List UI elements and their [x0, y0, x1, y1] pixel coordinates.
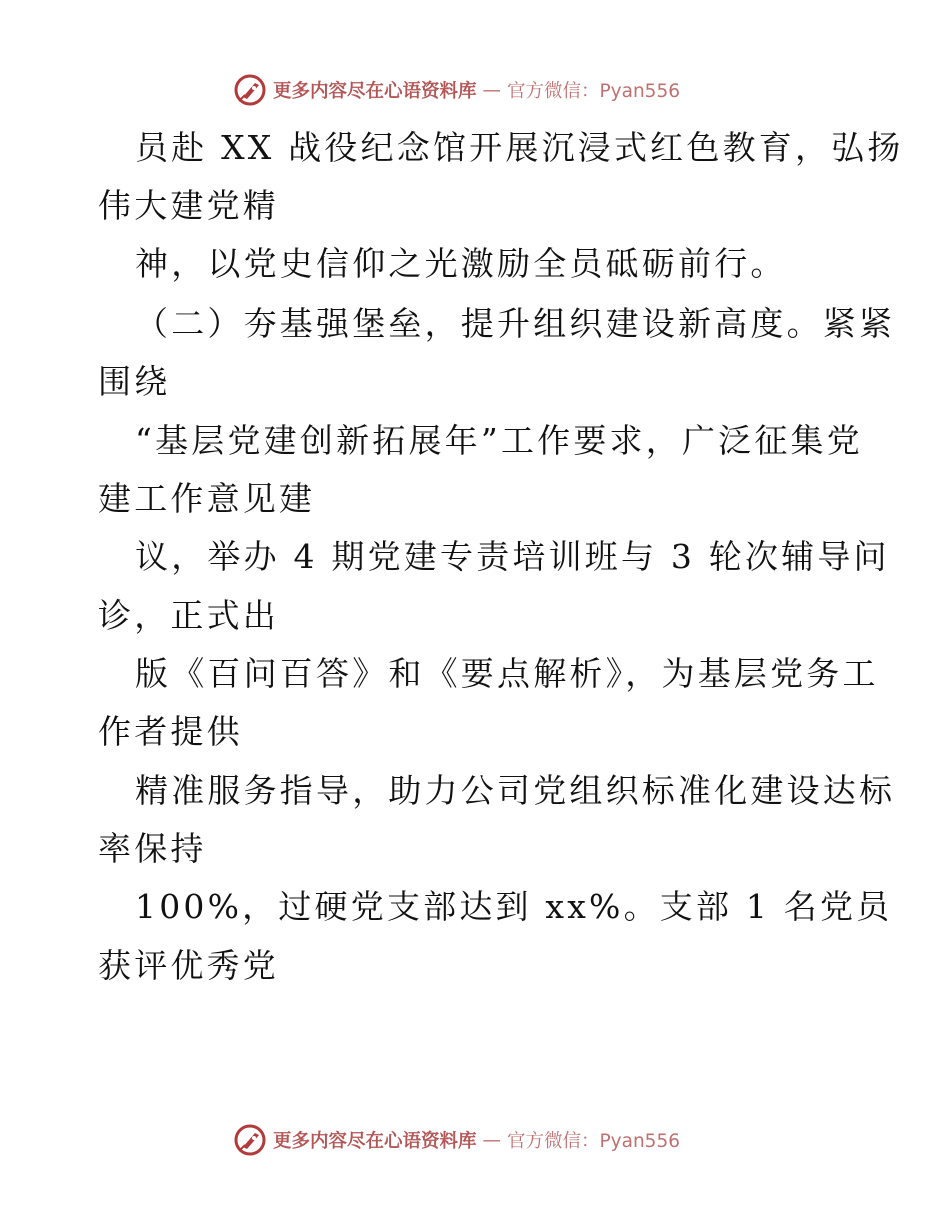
- body-line-4: （二）夯基强堡垒，提升组织建设新高度。紧紧: [135, 304, 896, 343]
- body-line-13: 率保持: [98, 829, 207, 868]
- body-line-10: 版《百问百答》和《要点解析》，为基层党务工: [135, 654, 879, 693]
- body-line-3: 神，以党史信仰之光激励全员砥砺前行。: [135, 244, 787, 283]
- body-line-7: 建工作意见建: [98, 479, 316, 518]
- body-line-6: “基层党建创新拓展年”工作要求，广泛征集党: [135, 421, 863, 460]
- body-line-8: 议，举办 4 期党建专责培训班与 3 轮次辅导问: [135, 537, 890, 576]
- body-line-11: 作者提供: [98, 712, 243, 751]
- footer-watermark-banner: [233, 1122, 713, 1158]
- footer-banner-separator: —: [482, 1129, 502, 1151]
- body-line-15: 获评优秀党: [98, 946, 279, 985]
- body-line-12: 精准服务指导，助力公司党组织标准化建设达标: [135, 771, 896, 810]
- footer-banner-main-text: 更多内容尽在心语资料库: [273, 1131, 477, 1152]
- footer-banner-sub-text: 官方微信：Pyan556: [507, 1131, 680, 1152]
- body-line-5: 围绕: [98, 362, 171, 401]
- header-banner-main-text: 更多内容尽在心语资料库: [273, 81, 477, 102]
- pen-nib-circle-icon: [233, 1123, 267, 1157]
- header-banner-separator: —: [482, 79, 502, 101]
- body-line-1: 员赴 XX 战役纪念馆开展沉浸式红色教育，弘扬: [135, 128, 904, 167]
- body-line-9: 诊，正式出: [98, 596, 279, 635]
- body-line-14: 100%，过硬党支部达到 xx%。支部 1 名党员: [135, 887, 893, 926]
- body-line-2: 伟大建党精: [98, 186, 279, 225]
- header-banner-sub-text: 官方微信：Pyan556: [507, 81, 680, 102]
